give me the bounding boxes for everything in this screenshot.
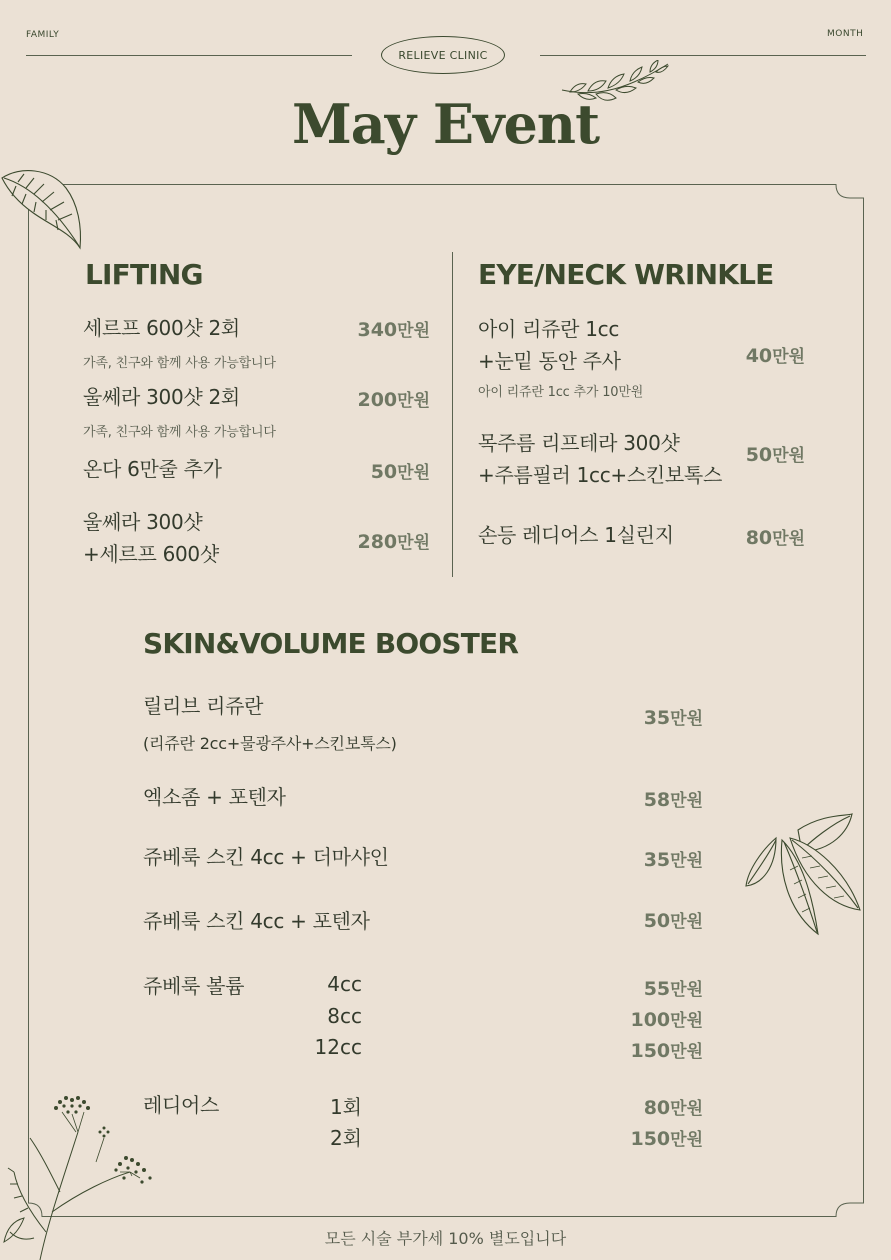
skin-item-6-price-1: 80만원	[643, 1097, 703, 1119]
skin-item-5-option-3: 12cc	[314, 1035, 362, 1059]
eye-item-1-note: 아이 리쥬란 1cc 추가 10만원	[478, 385, 644, 400]
skin-item-1-name: 릴리브 리쥬란	[143, 694, 264, 718]
leaves-cluster-icon	[742, 810, 866, 938]
section-title-eye-neck: EYE/NECK WRINKLE	[478, 258, 774, 291]
vat-note: 모든 시술 부가세 10% 별도입니다	[324, 1229, 567, 1248]
eye-item-3-price: 80만원	[745, 527, 805, 549]
skin-item-6-name: 레디어스	[143, 1093, 220, 1117]
skin-item-3-price: 35만원	[643, 849, 703, 871]
skin-item-5-price-1: 55만원	[643, 978, 703, 1000]
skin-item-6-option-2: 2회	[329, 1126, 362, 1150]
page-title: May Event	[291, 92, 600, 156]
skin-item-5-option-2: 8cc	[327, 1004, 362, 1028]
skin-item-2-price: 58만원	[643, 789, 703, 811]
family-label: FAMILY	[26, 30, 60, 40]
eye-item-1-price: 40만원	[745, 345, 805, 367]
skin-item-2-name: 엑소좀 + 포텐자	[143, 785, 286, 809]
section-title-lifting: LIFTING	[85, 258, 203, 291]
herb-sprig-icon	[560, 60, 672, 118]
lifting-item-3-price: 50만원	[370, 461, 430, 483]
skin-item-1-note: (리쥬란 2cc+물광주사+스킨보톡스)	[143, 734, 397, 753]
skin-item-3-name: 쥬베룩 스킨 4cc + 더마샤인	[143, 845, 389, 869]
lifting-item-2-note: 가족, 친구와 함께 사용 가능합니다	[83, 425, 276, 440]
section-title-skin-volume: SKIN&VOLUME BOOSTER	[143, 627, 519, 660]
skin-item-4-name: 쥬베룩 스킨 4cc + 포텐자	[143, 909, 370, 933]
skin-item-5-price-2: 100만원	[630, 1009, 703, 1031]
lifting-item-1-name: 세르프 600샷 2회	[83, 316, 240, 340]
lifting-item-3-name: 온다 6만줄 추가	[83, 457, 222, 481]
eye-item-2-name: 목주름 리프테라 300샷	[478, 431, 680, 455]
clinic-badge	[381, 36, 505, 74]
eye-item-2-price: 50만원	[745, 444, 805, 466]
lifting-item-2-price: 200만원	[357, 389, 430, 411]
eye-item-1-name: 아이 리쥬란 1cc	[478, 317, 620, 341]
month-label: MONTH	[827, 29, 864, 39]
eye-item-3-name: 손등 레디어스 1실린지	[478, 523, 674, 547]
lifting-item-2-name: 울쎄라 300샷 2회	[83, 385, 240, 409]
lifting-item-4-name: 울쎄라 300샷	[83, 510, 203, 534]
eye-item-1-name-2: +눈밑 동안 주사	[478, 349, 621, 373]
skin-item-6-option-1: 1회	[329, 1095, 362, 1119]
header-rule-right	[540, 55, 866, 56]
skin-item-5-name: 쥬베룩 볼륨	[143, 974, 245, 998]
skin-item-6-price-2: 150만원	[630, 1128, 703, 1150]
lifting-item-1-price: 340만원	[357, 319, 430, 341]
skin-item-5-price-3: 150만원	[630, 1040, 703, 1062]
lifting-item-1-note: 가족, 친구와 함께 사용 가능합니다	[83, 356, 276, 371]
clinic-name: RELIEVE CLINIC	[398, 48, 488, 62]
skin-item-1-price: 35만원	[643, 707, 703, 729]
column-divider	[452, 252, 453, 577]
skin-item-4-price: 50만원	[643, 910, 703, 932]
skin-item-5-option-1: 4cc	[327, 972, 362, 996]
header-rule-left	[26, 55, 352, 56]
lifting-item-4-price: 280만원	[357, 531, 430, 553]
leaf-icon	[0, 166, 84, 250]
eye-item-2-name-2: +주름필러 1cc+스킨보톡스	[478, 463, 722, 487]
lifting-item-4-name-2: +세르프 600샷	[83, 542, 219, 566]
